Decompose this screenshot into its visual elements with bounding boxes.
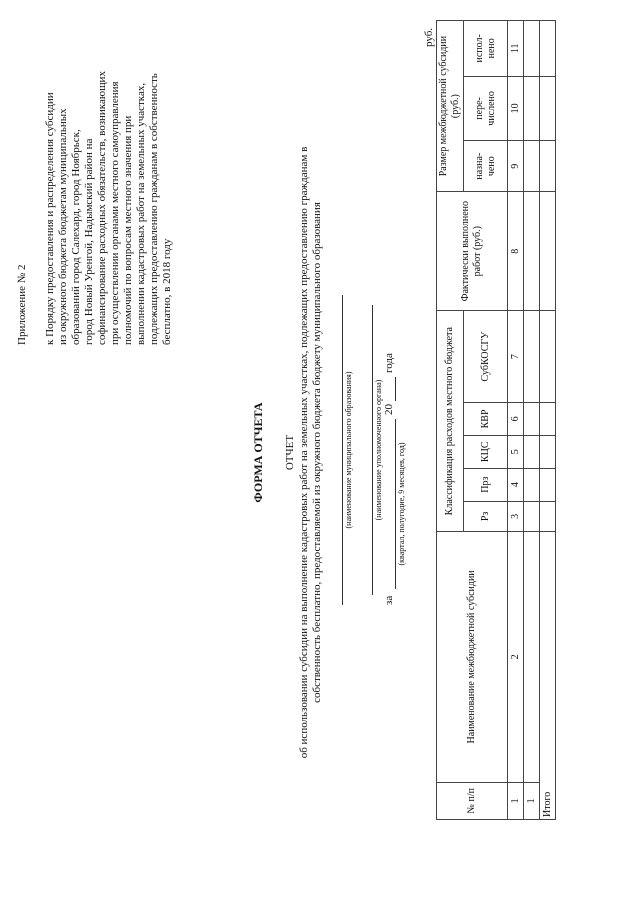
num-cell: 6 xyxy=(508,402,524,435)
num-cell: 11 xyxy=(508,21,524,77)
table-row xyxy=(524,21,540,820)
form-title: ФОРМА ОТЧЕТА xyxy=(251,402,265,503)
cell xyxy=(540,311,556,403)
h-assigned: назна- чено xyxy=(464,141,508,192)
num-cell: 3 xyxy=(508,501,524,532)
report-table xyxy=(436,20,556,820)
period-year: 20 xyxy=(383,404,395,415)
report-line2: собственность бесплатно, предоставляемой из окружного бюджета бюджету муниципального образования xyxy=(311,202,323,703)
h-executed: испол- нено xyxy=(464,21,508,77)
appendix-line: софинансирование расходных обязательств, возникающих xyxy=(96,71,108,345)
report-heading: ОТЧЕТ xyxy=(284,434,296,471)
total-row xyxy=(540,21,556,820)
num-cell: 9 xyxy=(508,141,524,192)
cell xyxy=(540,192,556,311)
appendix-line: при осуществлении органами местного самоуправления xyxy=(109,81,121,345)
appendix-line: полномочий по вопросам местного значения при xyxy=(122,115,134,345)
cell xyxy=(524,311,540,403)
period-prefix: за xyxy=(383,595,395,605)
num-cell: 5 xyxy=(508,435,524,468)
authority-caption: (наименование уполномоченного органа) xyxy=(374,379,383,521)
h-rz: Рз xyxy=(464,501,508,532)
h-kcs: КЦС xyxy=(464,435,508,468)
cell xyxy=(540,435,556,468)
appendix-text xyxy=(44,25,174,345)
cell xyxy=(524,76,540,141)
h-size: Размер межбюджетной субсидии (руб.) xyxy=(437,21,464,192)
h-num: № п/п xyxy=(437,782,508,819)
cell xyxy=(524,21,540,77)
appendix-title: Приложение № 2 xyxy=(16,264,28,345)
cell xyxy=(524,141,540,192)
appendix-line: образований город Салехард, город Ноябрьск, xyxy=(70,129,82,345)
period-year-line xyxy=(395,377,396,401)
cell xyxy=(524,501,540,532)
h-transferred: пере- числено xyxy=(464,76,508,141)
authority-line xyxy=(372,305,373,595)
appendix-line: бесплатно, в 2018 году xyxy=(161,238,173,345)
h-prz: Прз xyxy=(464,468,508,501)
num-cell: 1 xyxy=(508,782,524,819)
municipality-caption: (наименование муниципального образования) xyxy=(344,371,353,529)
cell xyxy=(540,141,556,192)
unit-label: руб. xyxy=(423,27,435,47)
h-class: Классификация расходов местного бюджета xyxy=(437,311,464,532)
total-label: Итого xyxy=(540,532,556,820)
cell xyxy=(524,532,540,782)
h-name: Наименование межбюджетной субсидии xyxy=(437,532,508,782)
appendix-line: город Новый Уренгой, Надымский район на xyxy=(83,138,95,345)
cell xyxy=(540,76,556,141)
cell xyxy=(540,501,556,532)
period-line xyxy=(395,419,396,589)
cell xyxy=(540,468,556,501)
num-cell: 4 xyxy=(508,468,524,501)
cell xyxy=(540,402,556,435)
cell xyxy=(524,192,540,311)
cell xyxy=(540,21,556,77)
appendix-line: выполнении кадастровых работ на земельных участках, xyxy=(135,82,147,345)
cell xyxy=(524,468,540,501)
appendix-line: к Порядку предоставления и распределения субсидии xyxy=(44,92,56,345)
h-fact: Фактически выполнено работ (руб.) xyxy=(437,192,508,311)
h-subkosgu: СубКОСГУ xyxy=(464,311,508,403)
municipality-line xyxy=(342,295,343,605)
num-cell: 7 xyxy=(508,311,524,403)
row-num: 1 xyxy=(524,782,540,819)
cell xyxy=(524,435,540,468)
period-caption: (квартал, полугодие, 9 месяцев, год) xyxy=(397,442,406,566)
num-cell: 8 xyxy=(508,192,524,311)
numbering-row xyxy=(508,21,524,820)
cell xyxy=(524,402,540,435)
report-line1: об использовании субсидии на выполнение кадастровых работ на земельных участках, подлежащих предоставлению гражданам в xyxy=(298,146,310,759)
period-suffix: года xyxy=(383,353,395,373)
appendix-line: подлежащих предоставлению гражданам в собственность xyxy=(148,73,160,345)
appendix-line: из окружного бюджета бюджетам муниципальных xyxy=(57,108,69,345)
num-cell: 10 xyxy=(508,76,524,141)
h-kvr: КВР xyxy=(464,402,508,435)
num-cell: 2 xyxy=(508,532,524,782)
